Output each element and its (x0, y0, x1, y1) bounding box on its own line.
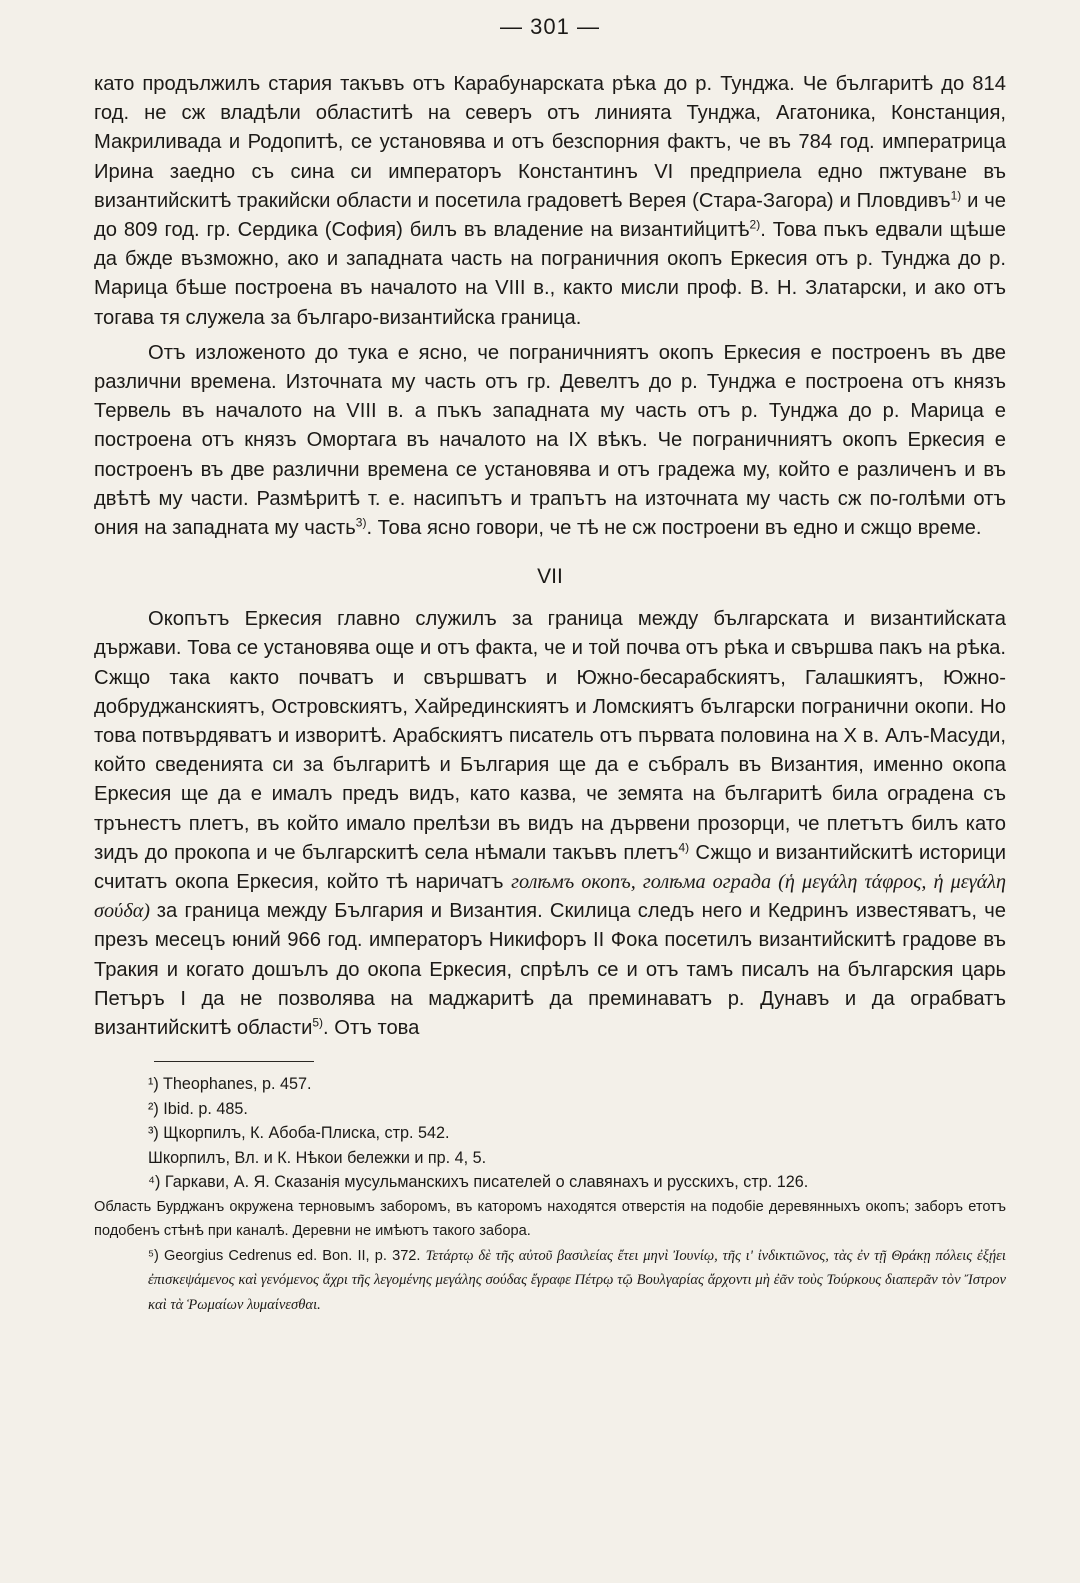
footnote-ref-2: 2) (749, 217, 761, 232)
paragraph-2-text: Отъ изложеното до тука е ясно, че пограничниятъ окопъ Еркесия е построенъ въ две различни времена. Източната му часть отъ гр. Девелтъ до р. Тунджа е построена отъ князъ Тервель въ началото на VIII в. а пъкъ западната му часть отъ р. Тунджа до р. Марица е построена отъ князъ Омортага въ началото на IX вѣкъ. Че пограничниятъ окопъ Еркесия е построенъ въ две различни времена се установява и отъ градежа му, който е различенъ и въ двѣтѣ му части. Размѣритѣ т. е. насипътъ и трапътъ на източната му часть сж по-голѣми отъ ония на западната му часть (94, 341, 1006, 540)
footnote-2: ²) Ibid. p. 485. (148, 1099, 248, 1118)
footnote-3-continued: Шкорпилъ, Вл. и К. Нѣкои бележки и пр. 4, 5. (148, 1148, 487, 1167)
footnote-5 (94, 1244, 1006, 1318)
footnote-ref-1: 1) (950, 188, 962, 203)
footnote-5-citation: ⁵) Georgius Cedrenus ed. Bon. II, p. 372. (148, 1247, 421, 1264)
paragraph-3-italic: голѣмъ окопъ, голѣма ограда (511, 871, 772, 894)
footnote-ref-5: 5) (312, 1015, 324, 1030)
footnote-4-quote: Область Бурджанъ окружена терновымъ заборомъ, въ каторомъ находятся отверстія на подобіе деревянныхъ окопъ; заборъ етотъ подобенъ стѣнѣ при каналѣ. Деревни не имѣютъ такого забора. (94, 1198, 1006, 1240)
paragraph-3-mid2: за граница между България и Византия. Скилица следъ него и Кедринъ известяватъ, че презъ месецъ юний 966 год. императоръ Никифоръ II Фока посетилъ византийскитѣ градове въ Тракия и когато дошълъ до окопа Еркесия, спрѣлъ се и отъ тамъ писалъ на българския царь Петъръ I да не позволява на маджаритѣ да преминаватъ р. Дунавъ и да ограбватъ византийскитѣ области (94, 900, 1006, 1040)
footnote-ref-4: 4) (678, 840, 690, 855)
page (94, 14, 1006, 1317)
footnote-ref-3: 3) (355, 515, 367, 530)
footnote-divider (154, 1061, 314, 1062)
page-number: — 301 — (500, 14, 600, 39)
paragraph-2 (94, 339, 1006, 543)
paragraph-2-end: . Това ясно говори, че тѣ не сж построени въ едно и сжщо време. (366, 517, 982, 540)
paragraph-1-end: . Това пъкъ едвали щѣше да бжде възможно, ако и западната часть на пограничния окопъ Еркесия отъ р. Тунджа до р. Марица бѣше построена въ началото на VIII в., както мисли проф. В. Н. Златарски, и ако отъ тогава тя служела за българо-византийска граница. (94, 219, 1006, 329)
paragraph-3-greek: (ἡ μεγάλη τάφρος, ἡ μεγάλη σούδα) (94, 871, 1007, 923)
paragraph-3-end: . Отъ това (323, 1017, 420, 1040)
paragraph-3 (94, 605, 1006, 1043)
footnote-4: ⁴) Гаркави, А. Я. Сказанія мусульманскихъ писателей о славянахъ и русскихъ, стр. 126. (148, 1173, 809, 1192)
footnote-5-greek: Τετάρτῳ δὲ τῆς αὐτοῦ βασιλείας ἔτει μηνὶ Ἰουνίῳ, τῆς ιʹ ἰνδικτιῶνος, τὰς ἐν τῇ Θράκῃ πόλεις ἐξῄει ἐπισκεψάμενος καὶ γενόμενος ἄχρι τῆς λεγομένης μεγάλης σούδας ἔγραφε Πέτρῳ τῷ Βουλγαρίας ἄρχοντι μὴ ἐᾶν τοὺς Τούρκους διαπερᾶν τὸν Ἴστρον καὶ τὰ Ῥωμαίων λυμαίνεσθαι. (148, 1247, 1006, 1313)
paragraph-1-mid: и че до 809 год. гр. Сердика (София) билъ въ владение на византийцитѣ (94, 189, 1006, 242)
paragraph-3-text: Окопътъ Еркесия главно служилъ за граница между българската и византийската държави. Това се установява още и отъ факта, че и той почва отъ рѣка и свършва пакъ на рѣка. Сжщо така както почватъ и свършватъ и Южно-бесарабскиятъ, Галашкиятъ, Южно-добруджанскиятъ, Островскиятъ, Хайрединскиятъ и Ломскиятъ български погранични окопи. Но това потвърдяватъ и изворитѣ. Арабскиятъ писатель отъ първата половина на X в. Алъ-Масуди, който сведенията си за българитѣ и България ще да е събралъ въ Византия, именно окопа Еркесия ще да е ималъ предъ видъ, като казва, че земята на българитѣ била оградена съ трънестъ плетъ, въ който имало прелѣзи въ видъ на дървени прозорци, че плетътъ билъ като зидъ до прокопа и че българскитѣ села нѣмали такъвъ плетъ (94, 608, 1006, 864)
section-heading: VII (537, 565, 563, 589)
footnote-1: ¹) Theophanes, p. 457. (148, 1075, 312, 1094)
paragraph-1-text: като продължилъ стария такъвъ отъ Карабунарската рѣка до р. Тунджа. Че българитѣ до 814 год. не сж владѣли областитѣ на северъ отъ линията Тунджа, Агатоника, Констанция, Макриливада и Родопитѣ, се установява и отъ безспорния фактъ, че въ 784 год. императрица Ирина заедно съ сина си императоръ Константинъ VI предприела едно пжтуване въ византийскитѣ тракийски области и посетила градоветѣ Верея (Стара-Загора) и Пловдивъ (94, 73, 1006, 212)
paragraph-3-mid: Сжщо и византийскитѣ историци считатъ окопа Еркесия, който тѣ наричатъ (94, 841, 1006, 894)
paragraph-1 (94, 70, 1006, 333)
footnote-3: ³) Щкорпилъ, К. Абоба-Плиска, стр. 542. (148, 1124, 450, 1143)
